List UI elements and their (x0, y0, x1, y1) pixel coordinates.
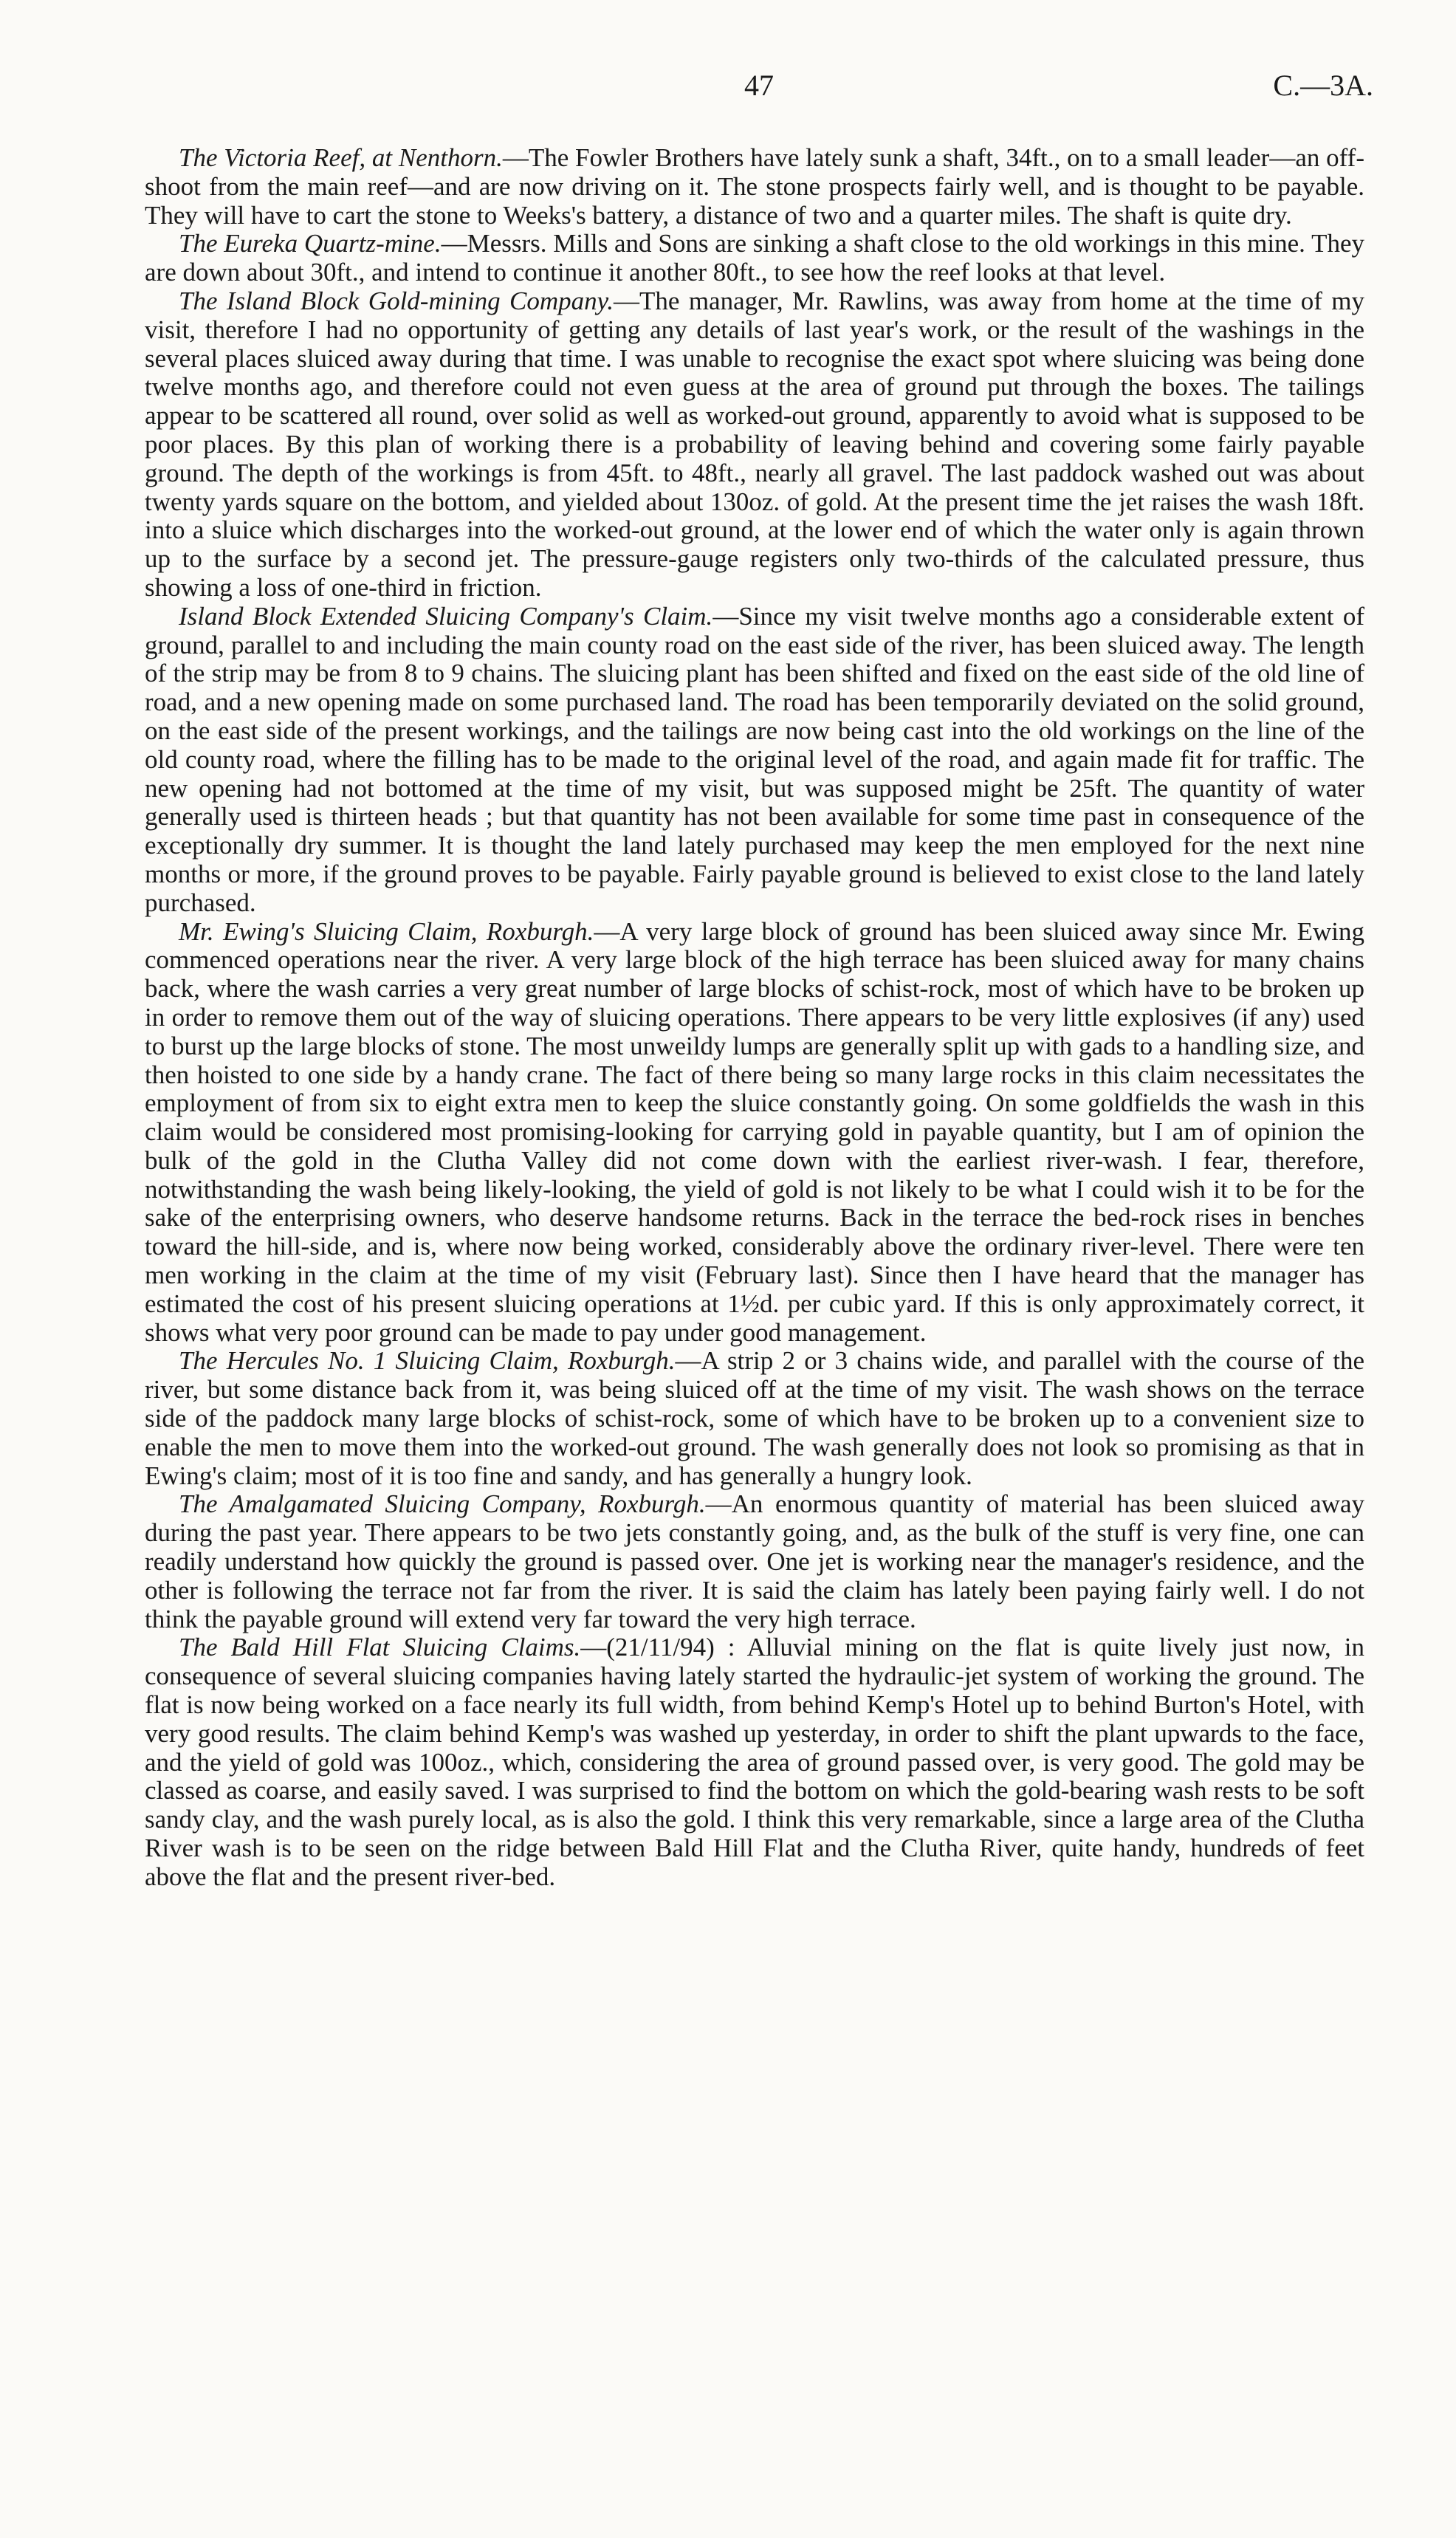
paragraph-body: —The manager, Mr. Rawlins, was away from home at the time of my visit, therefore I had no opportunity of getting any details of last year's work, or the result of the washings in the several places sluiced away during that time. I was unable to recognise the exact spot where sluicing was being done twelve months ago, and therefore could not even guess at the area of ground put through the boxes. The tailings appear to be scattered all round, over solid as well as worked-out ground, apparently to avoid what is supposed to be poor places. By this plan of working there is a probability of leaving behind and covering some fairly payable ground. The depth of the workings is from 45ft. to 48ft., nearly all gravel. The last paddock washed out was about twenty yards square on the bottom, and yielded about 130oz. of gold. At the present time the jet raises the wash 18ft. into a sluice which discharges into the worked-out ground, at the lower end of which the water only is again thrown up to the surface by a second jet. The pressure-gauge registers only two-thirds of the calculated pressure, thus showing a loss of one-third in friction. (145, 286, 1364, 602)
paragraph-eureka-quartz-mine (145, 230, 1364, 287)
page-number: 47 (744, 69, 774, 102)
paragraph-bald-hill-flat (145, 1633, 1364, 1891)
paragraph-body: —Messrs. Mills and Sons are sinking a shaft close to the old workings in this mine. They are down about 30ft., and intend to continue it another 80ft., to see how the reef looks at that level. (145, 229, 1365, 287)
paragraph-ewing-sluicing-claim (145, 918, 1364, 1348)
document-code: C.—3A. (1273, 69, 1373, 102)
paragraph-body: —Since my visit twelve months ago a considerable extent of ground, parallel to and including the main county road on the east side of the river, has been sluiced away. The length of the strip may be from 8 to 9 chains. The sluicing plant has been shifted and fixed on the east side of the old line of road, and a new opening made on some purchased land. The road has been temporarily deviated on the solid ground, on the east side of the present workings, and the tailings are now being cast into the old workings on the line of the old county road, where the filling has to be made to the original level of the road, and again made fit for traffic. The new opening had not bottomed at the time of my visit, but was supposed might be 25ft. The quantity of water generally used is thirteen heads ; but that quantity has not been available for some time past in consequence of the exceptionally dry summer. It is thought the land lately purchased may keep the men employed for the next nine months or more, if the ground proves to be payable. Fairly payable ground is believed to exist close to the land lately purchased. (145, 601, 1364, 917)
paragraph-hercules-claim (145, 1347, 1364, 1490)
paragraph-title: The Island Block Gold-mining Company. (179, 286, 614, 315)
paragraph-body: —A very large block of ground has been sluiced away since Mr. Ewing commenced operations near the river. A very large block of the high terrace has been sluiced away for many chains back, where the wash carries a very great number of large blocks of schist-rock, most of which have to be broken up in order to remove them out of the way of sluicing operations. There appears to be very little explosives (if any) used to burst up the large blocks of stone. The most unweildy lumps are generally split up with gads to a handling size, and then hoisted to one side by a handy crane. The fact of there being so many large rocks in this claim necessitates the employment of from six to eight extra men to keep the sluice constantly going. On some goldfields the wash in this claim would be considered most promising-looking for carrying gold in payable quantity, but I am of opinion the bulk of the gold in the Clutha Valley did not come down with the earliest river-wash. I fear, therefore, notwithstanding the wash being likely-looking, the yield of gold is not likely to be what I could wish it to be for the sake of the enterprising owners, who deserve handsome returns. Back in the terrace the bed-rock rises in benches toward the hill-side, and is, where now being worked, considerably above the ordinary river-level. There were ten men working in the claim at the time of my visit (February last). Since then I have heard that the manager has estimated the cost of his present sluicing operations at 1½d. per cubic yard. If this is only approximately correct, it shows what very poor ground can be made to pay under good management. (145, 916, 1364, 1347)
paragraph-title: The Victoria Reef, at Nenthorn. (179, 143, 503, 172)
paragraph-title: Mr. Ewing's Sluicing Claim, Roxburgh. (179, 916, 594, 946)
paragraph-island-block-extended (145, 603, 1364, 918)
paragraph-body: —The Fowler Brothers have lately sunk a shaft, 34ft., on to a small leader—an off-shoot from the main reef—and are now driving on it. The stone prospects fairly well, and is thought to be payable. They will have to cart the stone to Weeks's battery, a distance of two and a quarter miles. The shaft is quite dry. (145, 143, 1364, 230)
paragraph-title: The Bald Hill Flat Sluicing Claims. (179, 1633, 581, 1662)
paragraph-victoria-reef (145, 144, 1364, 230)
paragraph-title: Island Block Extended Sluicing Company's Claim. (179, 601, 713, 631)
paragraph-amalgamated-company (145, 1490, 1364, 1633)
paragraph-body: —(21/11/94) : Alluvial mining on the flat is quite lively just now, in consequence of several sluicing companies having lately started the hydraulic-jet system of working the ground. The flat is now being worked on a face nearly its full width, from behind Kemp's Hotel up to behind Burton's Hotel, with very good results. The claim behind Kemp's was washed up yesterday, in order to shift the plant upwards to the face, and the yield of gold was 100oz., which, considering the area of ground passed over, is very good. The gold may be classed as coarse, and easily saved. I was surprised to find the bottom on which the gold-bearing wash rests to be soft sandy clay, and the wash purely local, as is also the gold. I think this very remarkable, since a large area of the Clutha River wash is to be seen on the ridge between Bald Hill Flat and the Clutha River, quite handy, hundreds of feet above the flat and the present river-bed. (145, 1633, 1364, 1891)
paragraph-island-block-company (145, 287, 1364, 603)
page-header (145, 68, 1373, 112)
paragraph-title: The Amalgamated Sluicing Company, Roxburgh. (179, 1489, 706, 1519)
paragraph-title: The Eureka Quartz-mine. (179, 229, 442, 258)
paragraph-body: —A strip 2 or 3 chains wide, and parallel with the course of the river, but some distance back from it, was being sluiced off at the time of my visit. The wash shows on the terrace side of the paddock many large blocks of schist-rock, some of which have to be broken up to a convenient size to enable the men to move them into the worked-out ground. The wash generally does not look so promising as that in Ewing's claim; most of it is too fine and sandy, and has generally a hungry look. (145, 1346, 1364, 1490)
paragraph-title: The Hercules No. 1 Sluicing Claim, Roxburgh. (179, 1346, 676, 1376)
body-text (145, 144, 1364, 1892)
paragraph-body: —An enormous quantity of material has been sluiced away during the past year. There appears to be two jets constantly going, and, as the bulk of the stuff is very fine, one can readily understand how quickly the ground is passed over. One jet is working near the manager's residence, and the other is following the terrace not far from the river. It is said the claim has lately been paying fairly well. I do not think the payable ground will extend very far toward the very high terrace. (145, 1489, 1364, 1633)
